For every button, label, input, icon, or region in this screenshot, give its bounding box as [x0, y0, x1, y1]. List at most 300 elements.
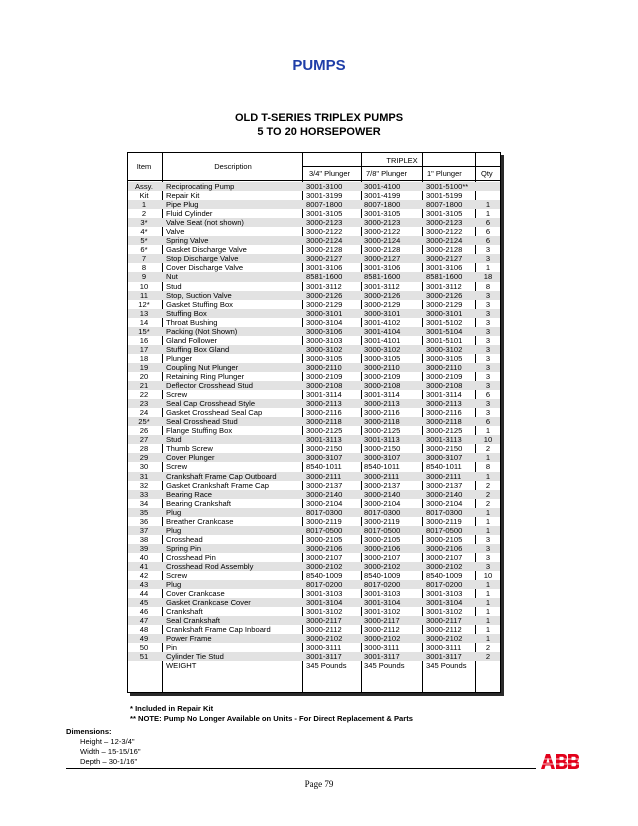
- cell-qty: 8: [485, 281, 491, 291]
- table-row: [128, 598, 500, 607]
- cell-part-1: 3000-2128: [426, 245, 463, 255]
- cell-description: Bearing Crankshaft: [166, 498, 232, 508]
- cell-part-3-4: 3000-3104: [306, 317, 343, 327]
- cell-qty: 1: [485, 516, 491, 526]
- cell-part-1: 3000-2127: [426, 254, 463, 264]
- cell-part-7-8: 3000-3107: [364, 453, 401, 463]
- cell-part-3-4: 8017-0500: [306, 525, 343, 535]
- cell-part-7-8: 3001-4101: [364, 335, 401, 345]
- cell-qty: 2: [485, 643, 491, 653]
- cell-qty: 1: [485, 616, 491, 626]
- cell-description: Seal Crosshead Stud: [166, 417, 238, 427]
- cell-part-7-8: 3000-2113: [364, 399, 400, 409]
- cell-qty: 1: [485, 589, 491, 599]
- cell-part-7-8: 3000-2106: [364, 543, 401, 553]
- cell-item: 29: [139, 453, 149, 463]
- cell-item: 39: [139, 543, 149, 553]
- cell-part-1: 3000-2117: [426, 616, 462, 626]
- table-row: [128, 544, 500, 553]
- cell-qty: 10: [483, 571, 493, 581]
- cell-part-3-4: 8540-1009: [306, 571, 343, 581]
- cell-part-1: 3001-3103: [426, 589, 463, 599]
- cell-part-3-4: 3000-2104: [306, 498, 343, 508]
- cell-part-1: 3001-3112: [426, 281, 462, 291]
- cell-part-7-8: 3000-2129: [364, 299, 401, 309]
- cell-description: Fluid Cylinder: [166, 209, 213, 219]
- cell-description: Stud: [166, 435, 182, 445]
- table-row: [128, 291, 500, 300]
- cell-item: 41: [139, 561, 149, 571]
- cell-qty: 3: [485, 254, 491, 264]
- table-row: [128, 634, 500, 643]
- cell-part-1: 3000-2112: [426, 625, 462, 635]
- cell-qty: 3: [485, 371, 491, 381]
- cell-part-7-8: 3001-4102: [364, 317, 401, 327]
- cell-part-3-4: 3000-2137: [306, 480, 343, 490]
- cell-qty: 3: [485, 326, 491, 336]
- dimensions-block: [66, 727, 141, 767]
- abb-logo: [541, 754, 579, 769]
- cell-qty: 3: [485, 399, 491, 409]
- cell-part-1: 3000-2108: [426, 381, 463, 391]
- cell-part-3-4: 3000-2117: [306, 616, 342, 626]
- table-row: [128, 381, 500, 390]
- cell-part-7-8: 3000-2102: [364, 561, 401, 571]
- cell-qty: 3: [485, 543, 491, 553]
- cell-part-3-4: 3001-3105: [306, 209, 343, 219]
- cell-qty: 1: [485, 634, 491, 644]
- table-header: [128, 153, 500, 181]
- cell-part-1: 3001-3117: [426, 652, 462, 662]
- cell-part-3-4: 8017-0200: [306, 580, 343, 590]
- cell-qty: 6: [485, 218, 491, 228]
- cell-qty: 6: [485, 417, 491, 427]
- cell-part-7-8: 3001-4199: [364, 191, 401, 201]
- cell-part-3-4: 345 Pounds: [306, 661, 347, 671]
- cell-item: 7: [141, 254, 147, 264]
- table-row: [128, 200, 500, 209]
- table-row: [128, 661, 500, 670]
- cell-part-3-4: 3001-3100: [306, 182, 343, 191]
- cell-item: 34: [139, 498, 149, 508]
- cell-part-7-8: 3000-2118: [364, 417, 400, 427]
- cell-part-7-8: 8017-0200: [364, 580, 401, 590]
- cell-part-1: 3000-2105: [426, 534, 463, 544]
- cell-part-3-4: 8017-0300: [306, 507, 343, 517]
- cell-description: Spring Pin: [166, 543, 202, 553]
- cell-part-7-8: 3000-2123: [364, 218, 401, 228]
- cell-description: Plug: [166, 507, 182, 517]
- cell-qty: 1: [485, 625, 491, 635]
- cell-item: 5*: [140, 236, 148, 246]
- cell-part-3-4: 3000-2102: [306, 561, 343, 571]
- cell-part-3-4: 3000-3101: [306, 308, 343, 318]
- table-row: [128, 227, 500, 236]
- page-heading: PUMPS: [292, 57, 346, 74]
- cell-item: 3*: [140, 218, 148, 228]
- cell-qty: 1: [485, 525, 491, 535]
- cell-description: Stuffing Box Gland: [166, 344, 230, 354]
- cell-part-7-8: 3000-2117: [364, 616, 400, 626]
- cell-item: 43: [139, 580, 149, 590]
- cell-part-7-8: 3001-4104: [364, 326, 401, 336]
- cell-part-1: 3000-2119: [426, 516, 462, 526]
- cell-item: 46: [139, 607, 149, 617]
- cell-item: Assy.: [134, 182, 153, 191]
- cell-part-7-8: 3000-2124: [364, 236, 401, 246]
- cell-part-3-4: 3000-2110: [306, 362, 342, 372]
- cell-item: 47: [139, 616, 149, 626]
- table-row: [128, 209, 500, 218]
- cell-part-1: 3000-2104: [426, 498, 463, 508]
- cell-part-3-4: 3000-2106: [306, 543, 343, 553]
- table-row: [128, 372, 500, 381]
- cell-item: 35: [139, 507, 149, 517]
- cell-item: 30: [139, 462, 149, 472]
- cell-part-7-8: 3000-2126: [364, 290, 401, 300]
- cell-part-1: 8007-1800: [426, 200, 463, 210]
- cell-description: Plunger: [166, 353, 193, 363]
- cell-part-3-4: 3000-2109: [306, 371, 343, 381]
- header-triplex: TRIPLEX: [386, 156, 418, 165]
- cell-item: 27: [139, 435, 149, 445]
- cell-description: Retaining Ring Plunger: [166, 371, 245, 381]
- cell-part-3-4: 8540-1011: [306, 462, 342, 472]
- cell-part-3-4: 3000-2113: [306, 399, 342, 409]
- cell-part-3-4: 3000-3111: [306, 643, 342, 653]
- table-row: [128, 481, 500, 490]
- table-row: [128, 417, 500, 426]
- cell-part-7-8: 3000-2102: [364, 634, 401, 644]
- table-notes: [130, 704, 413, 724]
- cell-part-3-4: 3000-2112: [306, 625, 342, 635]
- cell-description: Gasket Stuffing Box: [166, 299, 233, 309]
- cell-part-7-8: 3001-3102: [364, 607, 401, 617]
- cell-qty: 6: [485, 390, 491, 400]
- cell-part-1: 3000-3101: [426, 308, 463, 318]
- cell-qty: 3: [485, 335, 491, 345]
- cell-description: Plug: [166, 525, 182, 535]
- cell-part-7-8: 8540-1011: [364, 462, 400, 472]
- cell-part-7-8: 8017-0300: [364, 507, 401, 517]
- cell-qty: 3: [485, 381, 491, 391]
- cell-part-7-8: 3000-3102: [364, 344, 401, 354]
- cell-part-1: 3000-2113: [426, 399, 462, 409]
- cell-description: Breather Crankcase: [166, 516, 234, 526]
- note-repair-kit: * Included in Repair Kit: [130, 704, 214, 713]
- table-row: [128, 182, 500, 191]
- cell-item: 45: [139, 598, 149, 608]
- cell-qty: 2: [485, 480, 491, 490]
- table-row: [128, 643, 500, 652]
- cell-item: 44: [139, 589, 149, 599]
- table-row: [128, 499, 500, 508]
- cell-item: 25*: [138, 417, 150, 427]
- header-divider: [302, 166, 500, 167]
- cell-part-7-8: 3000-3101: [364, 308, 401, 318]
- cell-part-1: 3000-3105: [426, 353, 463, 363]
- table-row: [128, 517, 500, 526]
- cell-qty: 3: [485, 534, 491, 544]
- cell-part-3-4: 3000-2116: [306, 408, 342, 418]
- cell-part-1: 8540-1011: [426, 462, 462, 472]
- cell-part-7-8: 3001-3106: [364, 263, 401, 273]
- table-row: [128, 263, 500, 272]
- cell-part-3-4: 3000-2111: [306, 471, 342, 481]
- cell-part-1: 3001-5102: [426, 317, 463, 327]
- cell-part-3-4: 3000-3102: [306, 344, 343, 354]
- cell-part-1: 3000-2125: [426, 426, 463, 436]
- cell-item: 6*: [140, 245, 148, 255]
- header-plunger-7-8: 7/8" Plunger: [366, 169, 408, 178]
- table-row: [128, 444, 500, 453]
- cell-part-7-8: 3001-3105: [364, 209, 401, 219]
- cell-part-1: 8017-0300: [426, 507, 463, 517]
- cell-description: Gasket Crankshaft Frame Cap: [166, 480, 269, 490]
- cell-qty: 2: [485, 498, 491, 508]
- dimension-depth: Depth – 30-1/16": [80, 757, 138, 766]
- cell-part-1: 8017-0200: [426, 580, 463, 590]
- cell-description: Gasket Crosshead Seal Cap: [166, 408, 263, 418]
- table-row: [128, 652, 500, 661]
- cell-qty: 1: [485, 507, 491, 517]
- table-row: [128, 191, 500, 200]
- cell-part-1: 3001-3102: [426, 607, 463, 617]
- cell-part-3-4: 3000-3107: [306, 453, 343, 463]
- cell-item: 37: [139, 525, 149, 535]
- cell-part-7-8: 345 Pounds: [364, 661, 405, 671]
- cell-description: Cover Discharge Valve: [166, 263, 244, 273]
- cell-part-7-8: 3001-3103: [364, 589, 401, 599]
- cell-part-1: 3001-3105: [426, 209, 463, 219]
- cell-part-7-8: 3000-2125: [364, 426, 401, 436]
- cell-qty: 2: [485, 652, 491, 662]
- cell-qty: 3: [485, 561, 491, 571]
- table-row: [128, 589, 500, 598]
- cell-description: Screw: [166, 390, 188, 400]
- cell-qty: 3: [485, 290, 491, 300]
- cell-part-7-8: 8581-1600: [364, 272, 401, 282]
- cell-part-7-8: 3000-2111: [364, 471, 400, 481]
- cell-part-3-4: 3001-3117: [306, 652, 342, 662]
- table-row: [128, 254, 500, 263]
- cell-part-7-8: 3001-3104: [364, 598, 401, 608]
- cell-part-1: 3001-5199: [426, 191, 463, 201]
- cell-part-1: 3000-2137: [426, 480, 463, 490]
- cell-part-1: 3001-5101: [426, 335, 463, 345]
- cell-part-1: 8581-1600: [426, 272, 463, 282]
- table-row: [128, 426, 500, 435]
- cell-part-7-8: 3000-2109: [364, 371, 401, 381]
- cell-item: 1: [141, 200, 147, 210]
- cell-description: Crankshaft: [166, 607, 203, 617]
- table-row: [128, 435, 500, 444]
- cell-part-1: 3000-2109: [426, 371, 463, 381]
- table-row: [128, 354, 500, 363]
- cell-description: Crosshead Rod Assembly: [166, 561, 254, 571]
- cell-part-1: 3000-2124: [426, 236, 463, 246]
- cell-part-7-8: 3000-2128: [364, 245, 401, 255]
- cell-qty: 1: [485, 471, 491, 481]
- cell-part-7-8: 3000-2105: [364, 534, 401, 544]
- table-row: [128, 472, 500, 481]
- cell-part-3-4: 3001-3114: [306, 390, 342, 400]
- cell-part-7-8: 3001-3112: [364, 281, 400, 291]
- cell-qty: 3: [485, 353, 491, 363]
- table-row: [128, 607, 500, 616]
- cell-part-7-8: 3000-2150: [364, 444, 401, 454]
- table-row: [128, 309, 500, 318]
- cell-qty: 2: [485, 444, 491, 454]
- header-item: Item: [136, 162, 152, 171]
- cell-item: 51: [139, 652, 149, 662]
- cell-part-3-4: 3000-2124: [306, 236, 343, 246]
- cell-part-3-4: 3000-2125: [306, 426, 343, 436]
- footer-divider: [66, 768, 536, 769]
- cell-qty: 10: [483, 435, 493, 445]
- cell-item: 40: [139, 552, 149, 562]
- cell-item: 42: [139, 571, 149, 581]
- parts-table: [127, 152, 501, 693]
- cell-description: Crankshaft Frame Cap Outboard: [166, 471, 277, 481]
- cell-description: Flange Stuffing Box: [166, 426, 233, 436]
- cell-item: 36: [139, 516, 149, 526]
- table-row: [128, 508, 500, 517]
- cell-description: Cylinder Tie Stud: [166, 652, 224, 662]
- cell-qty: 1: [485, 453, 491, 463]
- cell-part-3-4: 3000-2119: [306, 516, 342, 526]
- table-row: [128, 282, 500, 291]
- cell-qty: 8: [485, 462, 491, 472]
- cell-item: 21: [139, 381, 149, 391]
- cell-part-1: 3000-2106: [426, 543, 463, 553]
- cell-item: 48: [139, 625, 149, 635]
- cell-part-7-8: 8540-1009: [364, 571, 401, 581]
- cell-description: Cover Plunger: [166, 453, 215, 463]
- table-title: OLD T-SERIES TRIPLEX PUMPS: [234, 112, 404, 124]
- cell-part-1: 3000-2116: [426, 408, 462, 418]
- cell-qty: 1: [485, 598, 491, 608]
- cell-qty: 3: [485, 299, 491, 309]
- cell-description: Screw: [166, 462, 188, 472]
- cell-item: 4*: [140, 227, 148, 237]
- cell-qty: 1: [485, 200, 491, 210]
- cell-part-3-4: 3000-2107: [306, 552, 343, 562]
- table-row: [128, 553, 500, 562]
- cell-part-3-4: 3000-2127: [306, 254, 343, 264]
- cell-part-3-4: 3000-2140: [306, 489, 343, 499]
- cell-description: Pin: [166, 643, 177, 653]
- table-row: [128, 580, 500, 589]
- dimension-height: Height – 12-3/4": [80, 737, 135, 746]
- table-row: [128, 453, 500, 462]
- cell-part-1: 3000-3107: [426, 453, 463, 463]
- cell-part-1: 3001-3113: [426, 435, 462, 445]
- table-row: [128, 399, 500, 408]
- cell-part-1: 3000-3102: [426, 344, 463, 354]
- table-row: [128, 571, 500, 580]
- table-row: [128, 562, 500, 571]
- cell-part-1: 3001-5100**: [426, 182, 469, 191]
- cell-part-1: 3000-2118: [426, 417, 462, 427]
- cell-part-7-8: 3000-2137: [364, 480, 401, 490]
- table-row: [128, 318, 500, 327]
- cell-item: 50: [139, 643, 149, 653]
- cell-part-3-4: 3000-2118: [306, 417, 342, 427]
- cell-part-1: 3000-3111: [426, 643, 462, 653]
- cell-description: WEIGHT: [166, 661, 197, 671]
- cell-part-7-8: 3000-2108: [364, 381, 401, 391]
- table-row: [128, 336, 500, 345]
- table-row: [128, 616, 500, 625]
- cell-part-3-4: 3000-2122: [306, 227, 343, 237]
- table-row: [128, 390, 500, 399]
- table-row: [128, 236, 500, 245]
- cell-part-3-4: 3000-3106: [306, 326, 343, 336]
- cell-part-7-8: 3000-2116: [364, 408, 400, 418]
- table-subtitle: 5 TO 20 HORSEPOWER: [257, 126, 381, 138]
- cell-description: Pipe Plug: [166, 200, 199, 210]
- table-row: [128, 625, 500, 634]
- cell-part-3-4: 3001-3106: [306, 263, 343, 273]
- cell-description: Valve Seat (not shown): [166, 218, 244, 228]
- cell-description: Crosshead Pin: [166, 552, 216, 562]
- cell-item: 16: [139, 335, 149, 345]
- cell-description: Seal Crankshaft: [166, 616, 221, 626]
- cell-part-7-8: 3000-2112: [364, 625, 400, 635]
- cell-part-3-4: 3000-2102: [306, 634, 343, 644]
- parts-table-wrapper: [127, 152, 505, 697]
- cell-description: Screw: [166, 571, 188, 581]
- cell-description: Bearing Race: [166, 489, 213, 499]
- cell-part-1: 345 Pounds: [426, 661, 467, 671]
- table-row: [128, 535, 500, 544]
- cell-description: Stud: [166, 281, 182, 291]
- header-description: Description: [214, 162, 252, 171]
- cell-qty: 18: [483, 272, 493, 282]
- cell-item: 11: [140, 290, 148, 300]
- cell-part-7-8: 3000-2104: [364, 498, 401, 508]
- cell-part-1: 3000-2111: [426, 471, 462, 481]
- cell-description: Stop, Suction Valve: [166, 290, 232, 300]
- cell-description: Power Frame: [166, 634, 212, 644]
- cell-part-3-4: 3000-3103: [306, 335, 343, 345]
- header-plunger-1: 1" Plunger: [427, 169, 462, 178]
- cell-part-7-8: 3000-2110: [364, 362, 400, 372]
- cell-description: Crankshaft Frame Cap Inboard: [166, 625, 271, 635]
- cell-qty: 3: [485, 245, 491, 255]
- cell-item: 10: [139, 281, 149, 291]
- cell-item: 23: [139, 399, 149, 409]
- cell-qty: 3: [485, 344, 491, 354]
- cell-part-7-8: 3000-2140: [364, 489, 401, 499]
- cell-item: 31: [139, 471, 149, 481]
- cell-part-7-8: 3000-2107: [364, 552, 401, 562]
- cell-qty: 3: [485, 317, 491, 327]
- cell-item: 19: [139, 362, 149, 372]
- cell-part-1: 3000-2126: [426, 290, 463, 300]
- cell-part-3-4: 3001-3113: [306, 435, 342, 445]
- cell-description: Gland Follower: [166, 335, 218, 345]
- dimensions-label: Dimensions:: [66, 727, 112, 736]
- cell-item: 9: [141, 272, 147, 282]
- cell-description: Coupling Nut Plunger: [166, 362, 239, 372]
- dimension-width: Width – 15-15/16": [80, 747, 141, 756]
- table-row: [128, 245, 500, 254]
- cell-qty: 3: [485, 408, 491, 418]
- cell-description: Plug: [166, 580, 182, 590]
- cell-item: 49: [139, 634, 149, 644]
